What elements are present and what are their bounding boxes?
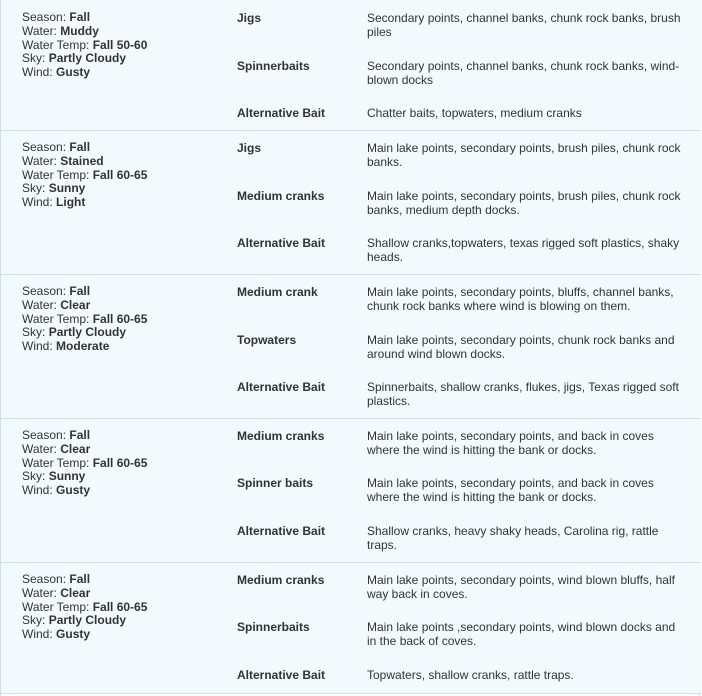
bait-locations: Main lake points, secondary points, and back in coves where the wind is hitting the bank or docks.	[367, 476, 654, 504]
bait-name: Medium cranks	[237, 189, 325, 203]
bait-locations: Chatter baits, topwaters, medium cranks	[367, 106, 582, 120]
sky-line: Sky: Partly Cloudy	[22, 613, 127, 628]
bait-name: Spinnerbaits	[237, 620, 310, 634]
bait-name: Jigs	[237, 141, 262, 155]
bait-name: Medium cranks	[237, 429, 325, 443]
wind-line: Wind: Gusty	[22, 627, 91, 642]
conditions-cell	[22, 429, 147, 498]
water-line: Water: Muddy	[22, 23, 99, 38]
wind-line: Wind: Gusty	[22, 483, 91, 498]
wind-line: Wind: Light	[22, 195, 86, 210]
season-line: Season: Fall	[22, 572, 91, 586]
bait-locations: Secondary points, channel banks, chunk rock banks, wind-blown docks	[367, 59, 680, 87]
water-line: Water: Clear	[22, 297, 91, 312]
conditions-cell	[22, 573, 147, 642]
season-line: Season: Fall	[22, 10, 91, 24]
bait-name: Alternative Bait	[237, 106, 326, 120]
bait-name: Medium crank	[237, 285, 318, 299]
sky-line: Sky: Partly Cloudy	[22, 325, 127, 340]
bait-locations: Main lake points, secondary points, and back in coves where the wind is hitting the bank or docks.	[367, 429, 654, 457]
sky-line: Sky: Sunny	[22, 181, 86, 196]
bait-locations: Main lake points, secondary points, brush piles, chunk rock banks.	[367, 141, 681, 169]
bait-name: Alternative Bait	[237, 524, 326, 538]
wind-line: Wind: Gusty	[22, 65, 91, 80]
bait-locations: Spinnerbaits, shallow cranks, flukes, jigs, Texas rigged soft plastics.	[367, 380, 679, 408]
condition-group	[1, 563, 701, 694]
bait-locations: Main lake points, secondary points, brush piles, chunk rock banks, medium depth docks.	[367, 189, 681, 217]
bait-locations: Main lake points, secondary points, bluffs, channel banks, chunk rock banks where wind is blowing on them.	[367, 285, 674, 313]
bait-locations: Shallow cranks,topwaters, texas rigged soft plastics, shaky heads.	[367, 236, 680, 264]
bait-name: Alternative Bait	[237, 668, 326, 682]
water-line: Water: Clear	[22, 585, 91, 600]
sky-line: Sky: Partly Cloudy	[22, 51, 127, 66]
water-line: Water: Stained	[22, 153, 104, 168]
sky-line: Sky: Sunny	[22, 469, 86, 484]
bait-locations: Main lake points ,secondary points, wind blown docks and in the back of coves.	[367, 620, 676, 648]
conditions-cell	[22, 11, 147, 80]
season-line: Season: Fall	[22, 428, 91, 442]
bait-name: Medium cranks	[237, 573, 325, 587]
bait-name: Spinnerbaits	[237, 59, 310, 73]
bait-locations: Main lake points, secondary points, wind blown bluffs, half way back in coves.	[367, 573, 675, 601]
bait-locations: Secondary points, channel banks, chunk rock banks, brush piles	[367, 11, 681, 39]
bait-name: Topwaters	[237, 333, 297, 347]
water-temp-line: Water Temp: Fall 50-60	[22, 37, 148, 52]
conditions-cell	[22, 141, 147, 210]
condition-group	[1, 275, 701, 419]
bait-locations: Shallow cranks, heavy shaky heads, Carolina rig, rattle traps.	[367, 524, 659, 552]
water-temp-line: Water Temp: Fall 60-65	[22, 311, 148, 326]
bait-name: Jigs	[237, 11, 262, 25]
bait-locations: Topwaters, shallow cranks, rattle traps.	[367, 668, 574, 682]
bait-name: Alternative Bait	[237, 380, 326, 394]
wind-line: Wind: Moderate	[22, 339, 110, 354]
bait-name: Alternative Bait	[237, 236, 326, 250]
bait-locations: Main lake points, secondary points, chunk rock banks and around wind blown docks.	[367, 333, 675, 361]
condition-group	[1, 419, 701, 563]
water-temp-line: Water Temp: Fall 60-65	[22, 167, 148, 182]
condition-group	[1, 131, 701, 275]
conditions-cell	[22, 285, 147, 354]
water-line: Water: Clear	[22, 441, 91, 456]
water-temp-line: Water Temp: Fall 60-65	[22, 599, 148, 614]
condition-group	[1, 0, 701, 131]
season-line: Season: Fall	[22, 284, 91, 298]
season-line: Season: Fall	[22, 140, 91, 154]
bait-name: Spinner baits	[237, 476, 314, 490]
water-temp-line: Water Temp: Fall 60-65	[22, 455, 148, 470]
